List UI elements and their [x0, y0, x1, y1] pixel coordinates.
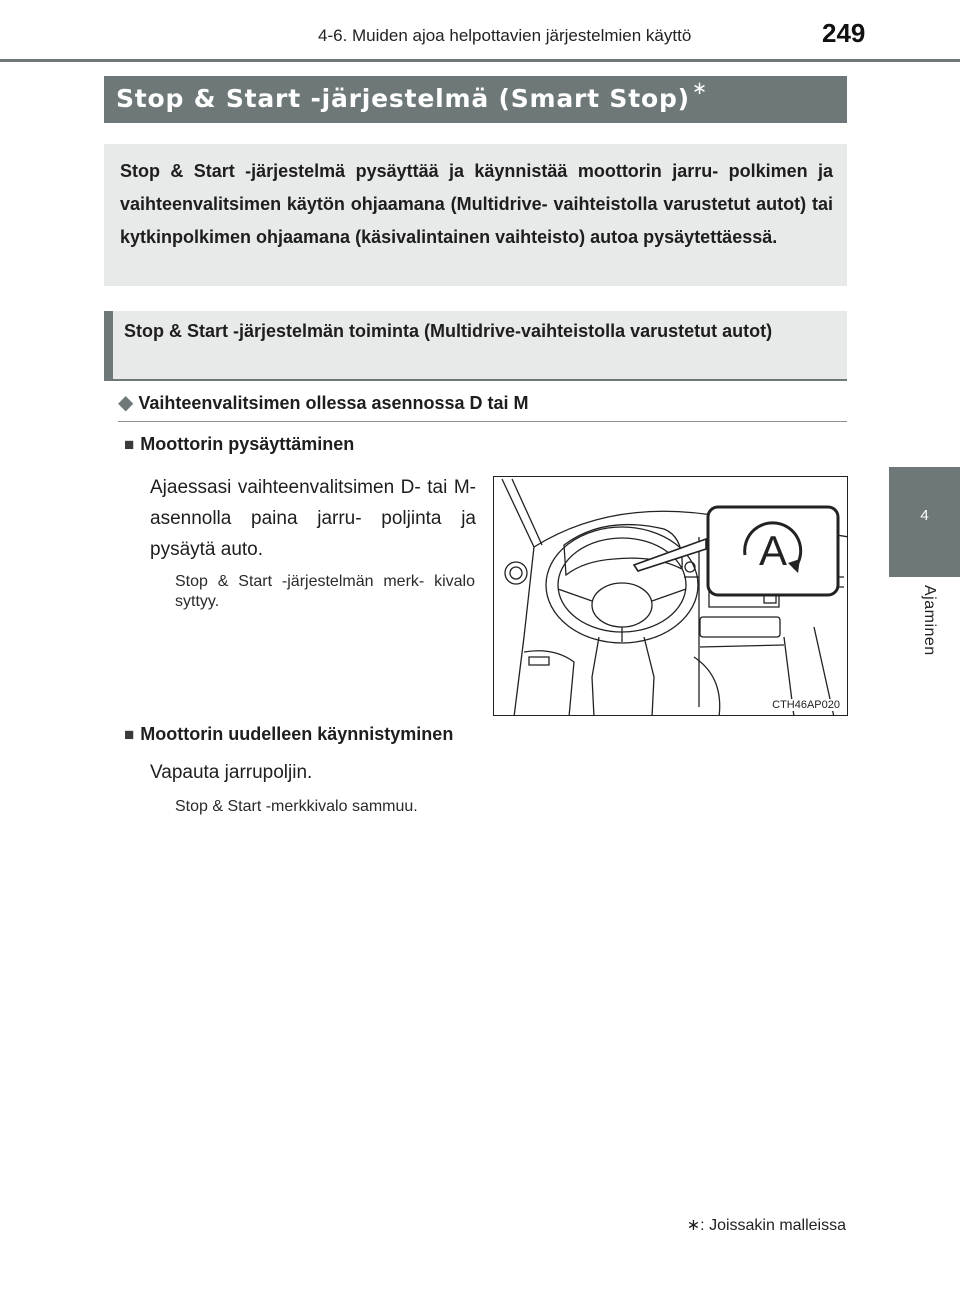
diamond-bullet-icon: ◆: [118, 392, 134, 414]
chapter-tab: [889, 467, 960, 577]
item-heading-stop: [124, 434, 354, 455]
running-header: 4-6. Muiden ajoa helpottavien järjestelmien käyttö: [318, 26, 692, 45]
item-body-stop: Ajaessasi vaihteenvalitsimen D- tai M-asennolla paina jarru- poljinta ja pysäytä auto.: [150, 477, 476, 560]
page-title-bar: [104, 76, 847, 123]
diamond-subheading-text: Vaihteenvalitsimen ollessa asennossa D tai M: [138, 393, 529, 413]
footnote-mark: ∗: [686, 1217, 701, 1234]
intro-box: [104, 144, 847, 286]
chapter-number: 4: [920, 507, 929, 524]
footnote: [620, 1215, 846, 1235]
page-number: 249: [822, 18, 866, 48]
header-rule: [0, 59, 960, 62]
callout-letter-a: A: [758, 527, 788, 574]
item-note-stop: Stop & Start -järjestelmän merk- kivalo syttyy.: [175, 573, 475, 610]
footnote-text: : Joissakin malleissa: [700, 1217, 846, 1234]
item-body-restart: Vapauta jarrupoljin.: [150, 762, 313, 783]
section-heading-box: [104, 311, 847, 379]
chapter-title-vertical: Ajaminen: [921, 585, 938, 656]
title-asterisk-mark: ∗: [691, 78, 708, 99]
diamond-subheading: [118, 390, 529, 415]
item-heading-restart: [124, 724, 453, 745]
section-underline: [104, 379, 847, 381]
subheading-rule: [118, 421, 847, 422]
item-heading-text: Moottorin pysäyttäminen: [140, 434, 355, 454]
figure-code: CTH46AP020: [772, 699, 840, 711]
page-title: [116, 78, 708, 113]
section-heading: Stop & Start -järjestelmän toiminta (Multidrive-vaihteistolla varustetut autot): [124, 321, 773, 341]
dashboard-illustration: [493, 476, 848, 716]
intro-paragraph: Stop & Start -järjestelmä pysäyttää ja käynnistää moottorin jarru- polkimen ja vaihteenvalitsimen käytön ohjaamana (Multidrive- vaihteistolla varustetut autot) tai kytkinpolkimen ohjaamana (käsivalintainen vaihteisto) autoa pysäytettäessä.: [120, 161, 833, 247]
item-heading-text: Moottorin uudelleen käynnistyminen: [140, 724, 454, 744]
square-bullet-icon: ■: [124, 435, 135, 454]
item-note-restart: Stop & Start -merkkivalo sammuu.: [175, 798, 418, 815]
dashboard-drawing: [494, 477, 848, 716]
page-title-text: Stop & Start -järjestelmä (Smart Stop): [116, 84, 690, 113]
square-bullet-icon: ■: [124, 725, 135, 744]
